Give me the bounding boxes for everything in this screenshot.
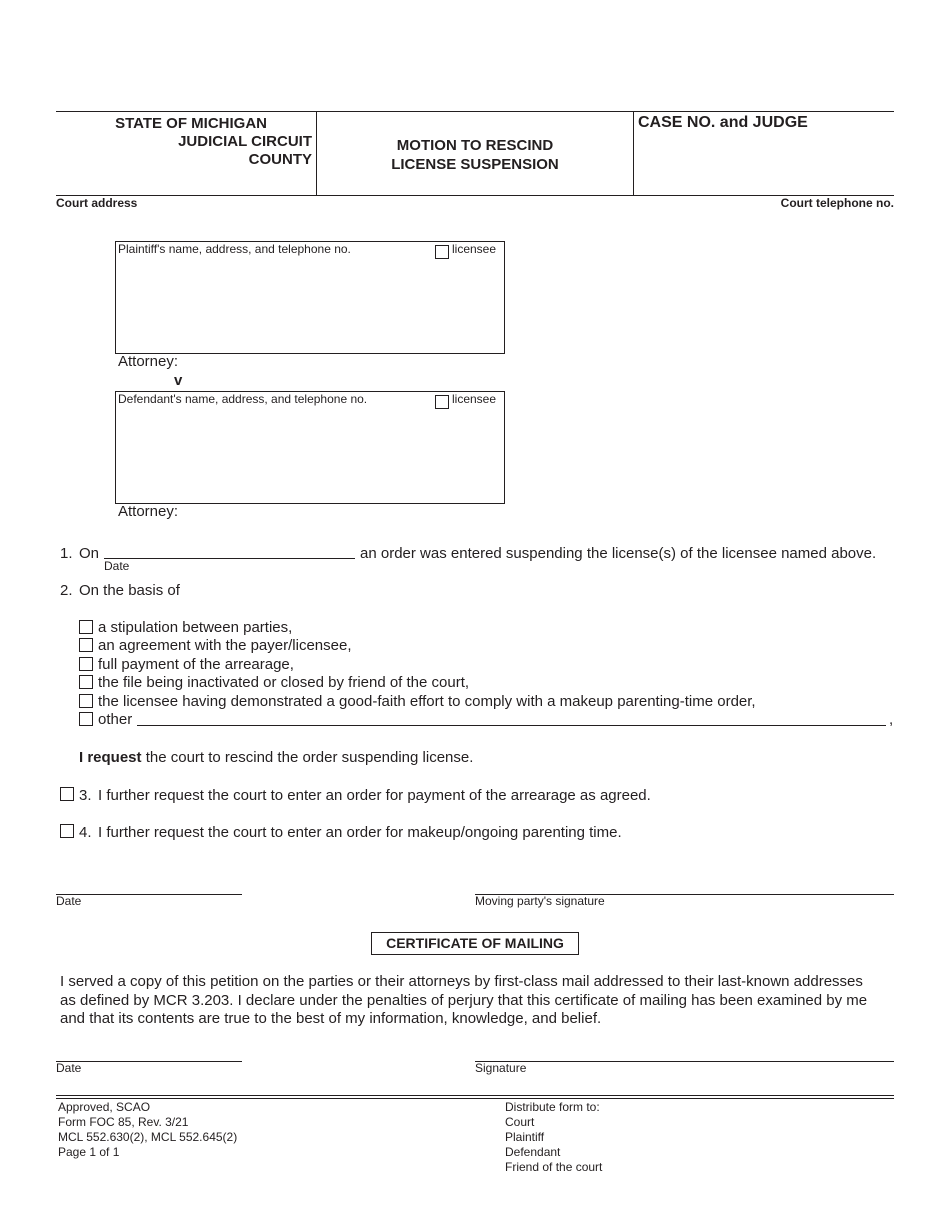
item3-text: I further request the court to enter an order for payment of the arrearage as agreed. [98, 787, 651, 804]
item1-date-caption: Date [104, 559, 130, 573]
option-agreement-checkbox[interactable] [79, 638, 93, 652]
versus-label: v [174, 372, 183, 389]
option-good-faith-label: the licensee having demonstrated a good-faith effort to comply with a makeup parenting-time order, [98, 693, 756, 710]
footer-form-number: Form FOC 85, Rev. 3/21 [58, 1115, 189, 1129]
certificate-line2: as defined by MCR 3.203. I declare under the penalties of perjury that this certificate of mailing has been examined by me [60, 992, 868, 1009]
option-full-payment-checkbox[interactable] [79, 657, 93, 671]
plaintiff-licensee-label: licensee [452, 242, 497, 256]
footer-distribution [505, 1100, 602, 1175]
distribute-foc: Friend of the court [505, 1160, 603, 1174]
request-statement [79, 749, 473, 766]
defendant-label: Defendant's name, address, and telephone no. [118, 392, 368, 406]
request-bold: I request [79, 749, 142, 766]
header-divider-right [633, 111, 634, 196]
option-good-faith-checkbox[interactable] [79, 694, 93, 708]
option-file-inactivated-label: the file being inactivated or closed by friend of the court, [98, 674, 470, 691]
distribute-court: Court [505, 1115, 535, 1129]
footer-rule-top [56, 1095, 894, 1096]
item3-number: 3. [79, 787, 92, 804]
defendant-attorney-label: Attorney: [118, 503, 179, 520]
distribute-plaintiff: Plaintiff [505, 1130, 545, 1144]
distribute-heading: Distribute form to: [505, 1100, 600, 1114]
request-rest: the court to rescind the order suspending license. [145, 749, 474, 766]
item2-number: 2. [60, 582, 73, 599]
option-other-comma: , [889, 711, 894, 728]
court-address-label: Court address [56, 196, 138, 210]
certificate-date-field[interactable] [56, 1061, 242, 1062]
certificate-signature-label: Signature [475, 1061, 527, 1075]
county-label: COUNTY [248, 151, 312, 168]
motion-date-label: Date [56, 894, 82, 908]
item1-text: an order was entered suspending the license(s) of the licensee named above. [360, 545, 877, 562]
item4-number: 4. [79, 824, 92, 841]
state-name: STATE OF MICHIGAN [115, 115, 267, 132]
item2-text: On the basis of [79, 582, 180, 599]
option-agreement-label: an agreement with the payer/licensee, [98, 637, 352, 654]
defendant-licensee-label: licensee [452, 392, 497, 406]
option-stipulation-label: a stipulation between parties, [98, 619, 293, 636]
option-other-field[interactable] [137, 725, 886, 726]
item3-checkbox[interactable] [60, 787, 74, 801]
option-other-label: other [98, 711, 133, 728]
certificate-title: CERTIFICATE OF MAILING [371, 932, 579, 955]
plaintiff-licensee-checkbox[interactable] [435, 245, 449, 259]
item1-number: 1. [60, 545, 73, 562]
motion-date-field[interactable] [56, 894, 242, 895]
option-other-checkbox[interactable] [79, 712, 93, 726]
footer-rule-bottom [56, 1098, 894, 1099]
judicial-circuit-label: JUDICIAL CIRCUIT [178, 133, 312, 150]
item4-text: I further request the court to enter an order for makeup/ongoing parenting time. [98, 824, 622, 841]
certificate-line3: and that its contents are true to the best of my information, knowledge, and belief. [60, 1010, 602, 1027]
certificate-date-label: Date [56, 1061, 82, 1075]
option-stipulation-checkbox[interactable] [79, 620, 93, 634]
certificate-signature-field[interactable] [475, 1061, 894, 1062]
plaintiff-label: Plaintiff's name, address, and telephone no. [118, 242, 351, 256]
footer-page: Page 1 of 1 [58, 1145, 120, 1159]
footer-mcl: MCL 552.630(2), MCL 552.645(2) [58, 1130, 238, 1144]
form-title-line2: LICENSE SUSPENSION [391, 156, 559, 173]
item4-checkbox[interactable] [60, 824, 74, 838]
certificate-line1: I served a copy of this petition on the parties or their attorneys by first-class mail addressed to their last-known addresses [60, 973, 863, 990]
header-top-rule [56, 111, 894, 112]
option-file-inactivated-checkbox[interactable] [79, 675, 93, 689]
item1-date-field[interactable] [104, 558, 355, 559]
distribute-defendant: Defendant [505, 1145, 561, 1159]
form-title-line1: MOTION TO RESCIND [396, 137, 554, 154]
moving-party-signature-label: Moving party's signature [475, 894, 605, 908]
footer-approval-info [58, 1100, 237, 1160]
defendant-licensee-checkbox[interactable] [435, 395, 449, 409]
plaintiff-attorney-label: Attorney: [118, 353, 179, 370]
item1-prefix: On [79, 545, 100, 562]
case-number-judge-field[interactable]: CASE NO. and JUDGE [638, 114, 808, 131]
option-full-payment-label: full payment of the arrearage, [98, 656, 294, 673]
court-telephone-label: Court telephone no. [780, 196, 894, 210]
footer-approved: Approved, SCAO [58, 1100, 151, 1114]
